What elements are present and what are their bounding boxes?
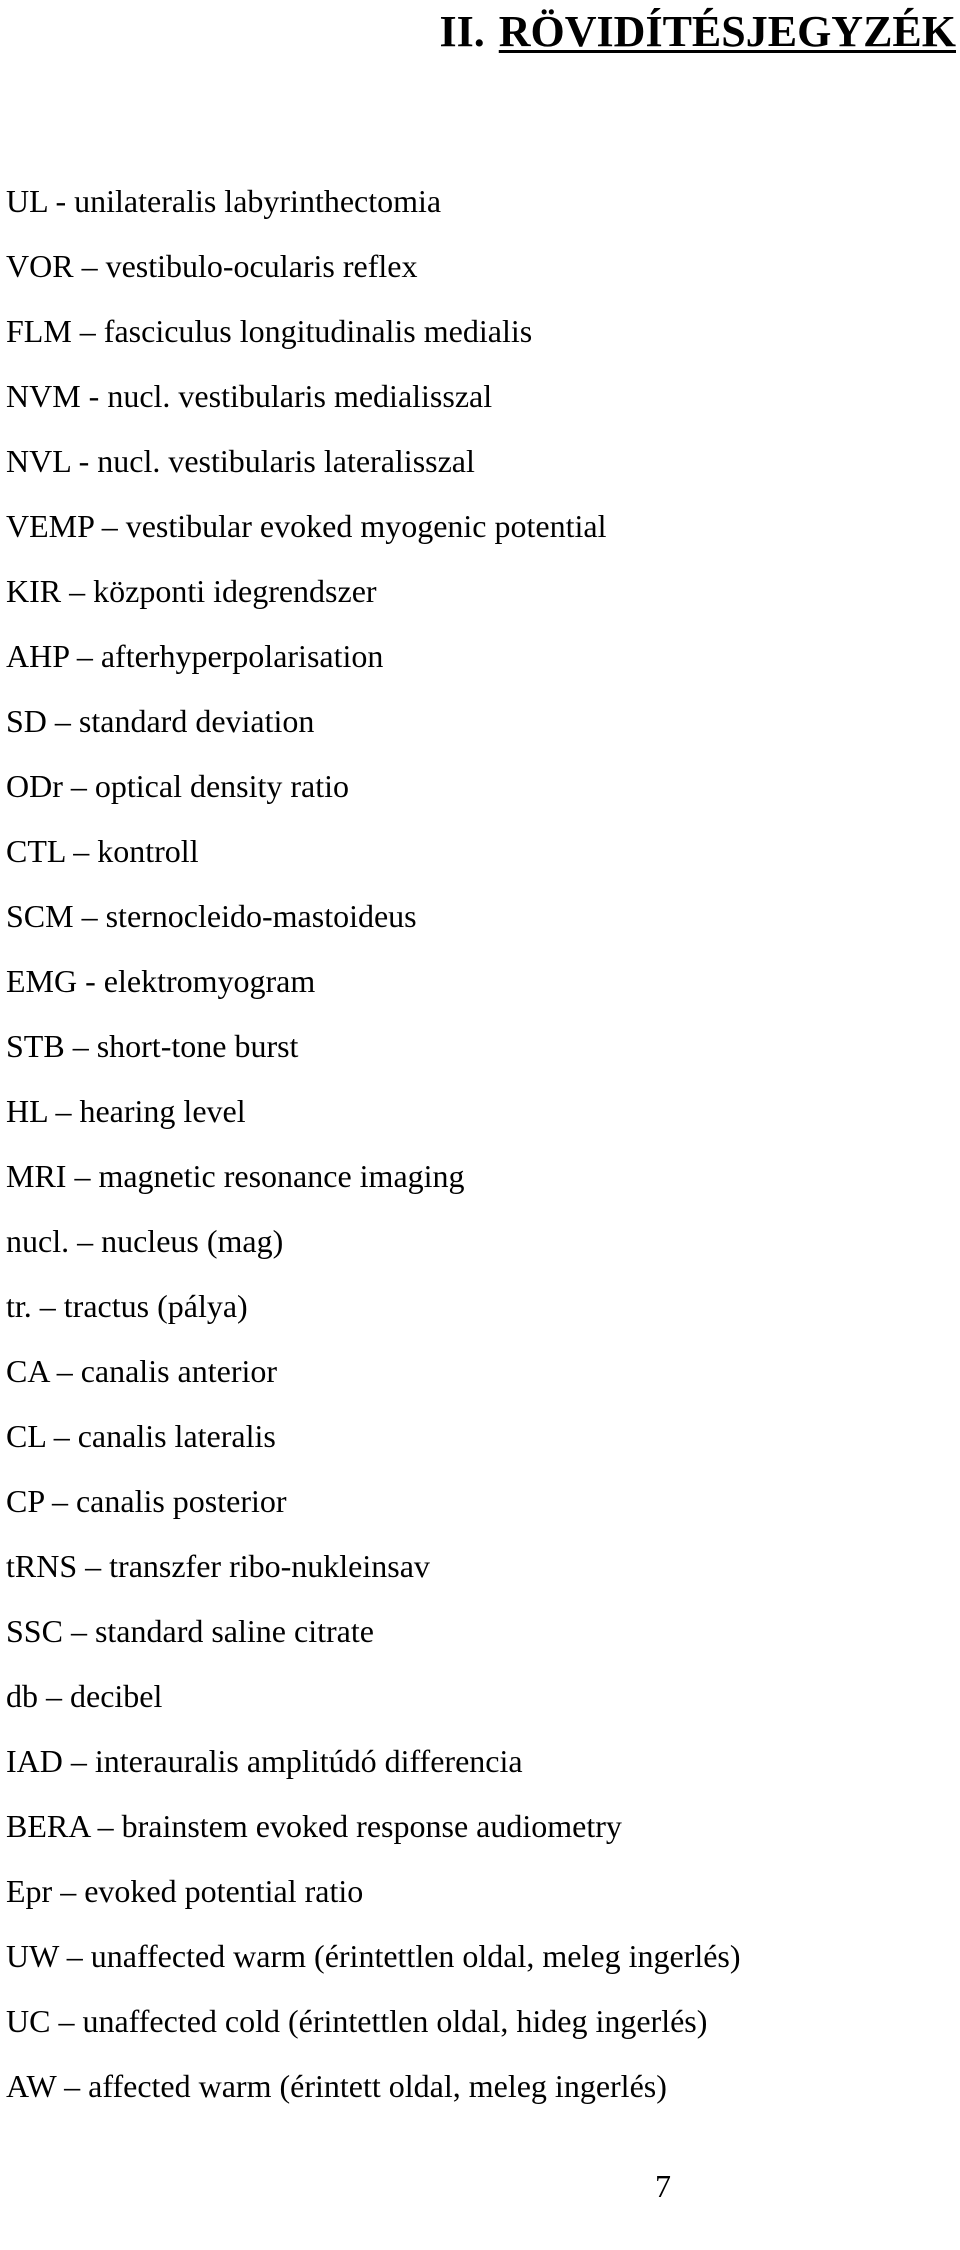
abbreviation-list [6, 169, 741, 2119]
abbreviation-item: VOR – vestibulo-ocularis reflex [6, 248, 418, 284]
abbreviation-item: AW – affected warm (érintett oldal, meleg ingerlés) [6, 2068, 667, 2104]
abbreviation-item: nucl. – nucleus (mag) [6, 1223, 284, 1259]
abbreviation-item: SCM – sternocleido-mastoideus [6, 898, 417, 934]
abbreviation-item: VEMP – vestibular evoked myogenic potential [6, 508, 607, 544]
abbreviation-item: HL – hearing level [6, 1093, 246, 1129]
abbreviation-item: CTL – kontroll [6, 833, 199, 869]
abbreviation-item: MRI – magnetic resonance imaging [6, 1158, 465, 1194]
abbreviation-item: UC – unaffected cold (érintettlen oldal, hideg ingerlés) [6, 2003, 708, 2039]
abbreviation-item: IAD – interauralis amplitúdó differencia [6, 1743, 523, 1779]
abbreviation-item: FLM – fasciculus longitudinalis medialis [6, 313, 533, 349]
abbreviation-item: NVL - nucl. vestibularis lateralisszal [6, 443, 475, 479]
abbreviation-item: EMG - elektromyogram [6, 963, 316, 999]
abbreviation-item: UW – unaffected warm (érintettlen oldal, meleg ingerlés) [6, 1938, 741, 1974]
abbreviation-item: AHP – afterhyperpolarisation [6, 638, 384, 674]
abbreviation-item: NVM - nucl. vestibularis medialisszal [6, 378, 493, 414]
page-title [440, 8, 956, 56]
abbreviation-item: UL - unilateralis labyrinthectomia [6, 183, 442, 219]
abbreviation-item: ODr – optical density ratio [6, 768, 350, 804]
abbreviation-item: BERA – brainstem evoked response audiometry [6, 1808, 622, 1844]
abbreviation-item: db – decibel [6, 1678, 163, 1714]
abbreviation-item: STB – short-tone burst [6, 1028, 299, 1064]
chapter-number: II. [439, 7, 485, 56]
abbreviation-item: CL – canalis lateralis [6, 1418, 276, 1454]
page-number: 7 [655, 2168, 671, 2204]
abbreviation-item: tRNS – transzfer ribo-nukleinsav [6, 1548, 430, 1584]
abbreviation-item: tr. – tractus (pálya) [6, 1288, 248, 1324]
abbreviation-item: CP – canalis posterior [6, 1483, 287, 1519]
abbreviation-item: Epr – evoked potential ratio [6, 1873, 364, 1909]
abbreviation-item: SD – standard deviation [6, 703, 315, 739]
abbreviation-item: CA – canalis anterior [6, 1353, 278, 1389]
abbreviation-item: SSC – standard saline citrate [6, 1613, 374, 1649]
chapter-title: RÖVIDÍTÉSJEGYZÉK [498, 7, 956, 56]
abbreviation-item: KIR – központi idegrendszer [6, 573, 377, 609]
